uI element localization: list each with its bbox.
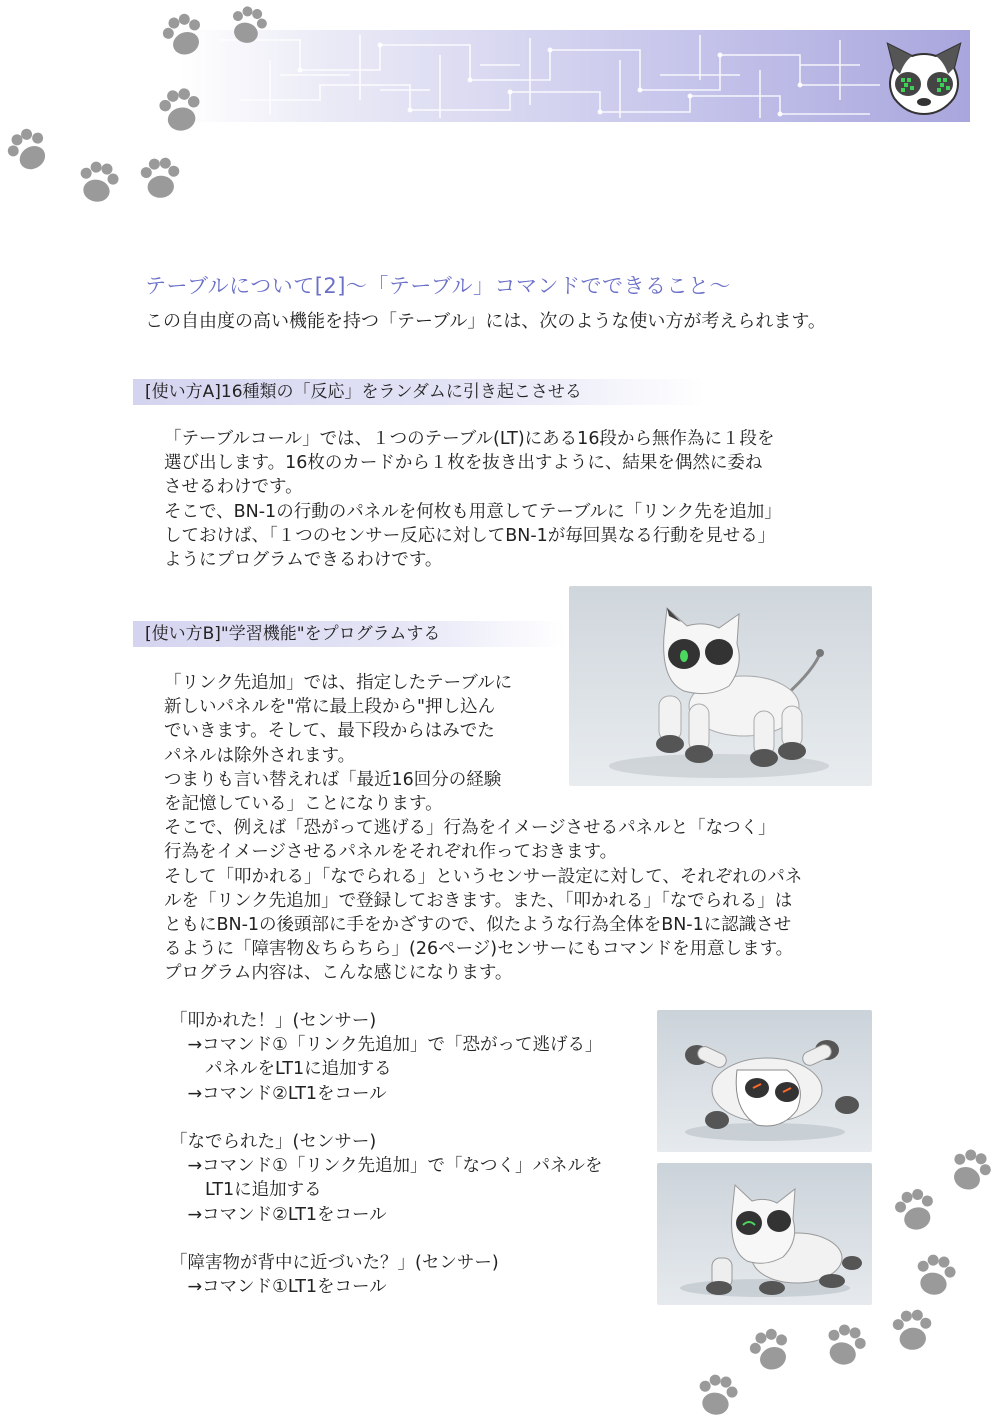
paw-print-icon bbox=[76, 159, 121, 205]
paw-print-icon bbox=[695, 1372, 740, 1415]
paragraph-line: しておけば、「１つのセンサー反応に対してBN-1が毎回異なる行動を見せる」 bbox=[164, 525, 776, 546]
paragraph-line: 「テーブルコール」では、１つのテーブル(LT)にある16段から無作為に１段を bbox=[164, 429, 775, 449]
paragraph-line: ルを「リンク先追加」で登録しておきます。また、「叩かれる」「なでられる」は bbox=[164, 890, 793, 911]
paw-print-icon bbox=[159, 10, 209, 60]
paw-print-icon bbox=[913, 1252, 958, 1298]
section-a-heading: [使い方A]16種類の「反応」をランダムに引き起こさせる bbox=[133, 379, 705, 405]
section-b-body bbox=[164, 671, 802, 985]
paragraph-line: ともにBN-1の後頭部に手をかざすので、似たような行為全体をBN-1に認識させ bbox=[164, 914, 792, 935]
paw-print-icon bbox=[892, 1309, 934, 1352]
program-line: 「叩かれた！」(センサー) bbox=[170, 1011, 377, 1031]
paragraph-line: 選び出します。16枚のカードから１枚を抜き出すように、結果を偶然に委ね bbox=[164, 453, 763, 474]
paw-print-icon bbox=[2, 123, 55, 177]
paragraph-line: 「リンク先追加」では、指定したテーブルに bbox=[164, 673, 513, 693]
paragraph-line: 新しいパネルを"常に最上段から"押し込ん bbox=[164, 697, 496, 718]
section-a-body bbox=[164, 427, 782, 572]
paragraph-line: そして「叩かれる」「なでられる」というセンサー設定に対して、それぞれのパネ bbox=[164, 866, 803, 887]
robot-cat-photo-scared bbox=[657, 1010, 872, 1152]
paw-print-icon bbox=[822, 1321, 869, 1369]
paw-print-icon bbox=[892, 1186, 939, 1234]
program-line: 「なでられた」(センサー) bbox=[170, 1131, 377, 1152]
paragraph-line: そこで、BN-1の行動のパネルを何枚も用意してテーブルに「リンク先を追加」 bbox=[164, 501, 782, 522]
paragraph-line: を記憶している」ことになります。 bbox=[164, 793, 443, 814]
program-line: →コマンド②LT1をコール bbox=[170, 1083, 387, 1104]
paw-print-icon bbox=[227, 3, 270, 47]
paw-print-icon bbox=[140, 157, 182, 200]
paragraph-line: させるわけです。 bbox=[164, 477, 303, 498]
paragraph-line: プログラム内容は、こんな感じになります。 bbox=[164, 963, 513, 984]
robot-cat-photo-crouching bbox=[657, 1163, 872, 1305]
program-list bbox=[170, 1009, 603, 1299]
program-line: →コマンド①「リンク先追加」で「恐がって逃げる」 bbox=[170, 1035, 603, 1056]
program-line: LT1に追加する bbox=[170, 1180, 322, 1201]
paragraph-line: そこで、例えば「恐がって逃げる」行為をイメージさせるパネルと「なつく」 bbox=[164, 818, 776, 839]
paragraph-line: つまりも言い替えれば「最近16回分の経験 bbox=[164, 769, 502, 790]
intro-text: この自由度の高い機能を持つ「テーブル」には、次のような使い方が考えられます。 bbox=[145, 311, 826, 332]
program-line: →コマンド②LT1をコール bbox=[170, 1204, 387, 1225]
paragraph-line: ようにプログラムできるわけです。 bbox=[164, 549, 443, 570]
program-line: →コマンド①LT1をコール bbox=[170, 1277, 387, 1298]
program-line bbox=[170, 1227, 603, 1251]
program-line: パネルをLT1に追加する bbox=[170, 1059, 392, 1080]
program-line bbox=[170, 1106, 603, 1130]
paw-print-icon bbox=[157, 86, 204, 134]
paragraph-line: るように「障害物＆ちらちら」(26ページ)センサーにもコマンドを用意します。 bbox=[164, 939, 794, 960]
paw-print-icon bbox=[746, 1325, 796, 1375]
paw-print-icon bbox=[946, 1145, 996, 1195]
program-line: 「障害物が背中に近づいた？」(センサー) bbox=[170, 1252, 499, 1273]
paragraph-line: パネルは除外されます。 bbox=[164, 745, 356, 766]
page-title: テーブルについて[2]〜「テーブル」コマンドでできること〜 bbox=[145, 274, 732, 298]
paragraph-line: 行為をイメージさせるパネルをそれぞれ作っておきます。 bbox=[164, 842, 618, 863]
paragraph-line: でいきます。そして、最下段からはみでた bbox=[164, 721, 495, 742]
program-line: →コマンド①「リンク先追加」で「なつく」パネルを bbox=[170, 1156, 603, 1177]
section-b-heading: [使い方B]"学習機能"をプログラムする bbox=[133, 621, 565, 647]
